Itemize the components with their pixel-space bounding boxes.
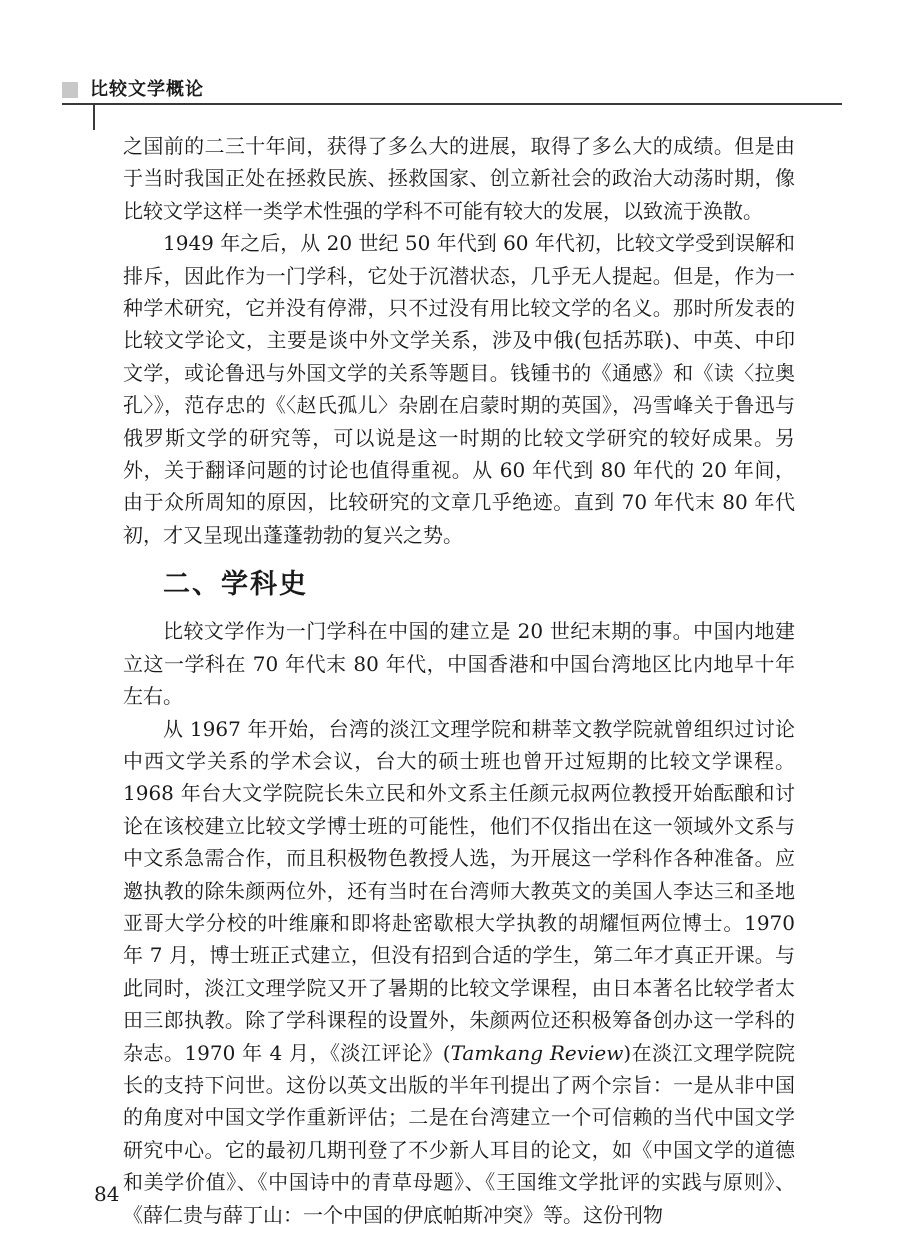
page-body <box>123 130 795 1231</box>
journal-english-title: Tamkang Review <box>450 1040 624 1065</box>
paragraph-4-text-a: 从 1967 年开始，台湾的淡江文理学院和耕莘文教学院就曾组织过讨论中西文学关系的学术会议，台大的硕士班也曾开过短期的比较文学课程。1968 年台大文学院院长朱立民和外文系主任颜元叔两位教授开始酝酿和讨论在该校建立比较文学博士班的可能性，他们不仅指出在这一领域外文系与中文系急需合作，而且积极物色教授人选，为开展这一学科作各种准备。应邀执教的除朱颜两位外，还有当时在台湾师大教英文的美国人李达三和圣地亚哥大学分校的叶维廉和即将赴密歇根大学执教的胡耀恒两位博士。1970 年 7 月，博士班正式建立，但没有招到合适的学生，第二年才真正开课。与此同时，淡江文理学院又开了暑期的比较文学课程，由日本著名比较学者太田三郎执教。除了学科课程的设置外，朱颜两位还积极筹备创办这一学科的杂志。1970 年 4 月，《淡江评论》( <box>123 716 795 1065</box>
header-rule <box>62 103 842 105</box>
paragraph-4-text-b: )在淡江文理学院院长的支持下问世。这份以英文出版的半年刊提出了两个宗旨：一是从非中国的角度对中国文学作重新评估；二是在台湾建立一个可信赖的当代中国文学研究中心。它的最初几期刊登了不少新人耳目的论文，如《中国文学的道德和美学价值》、《中国诗中的青草母题》、《王国维文学批评的实践与原则》、《薛仁贵与薛丁山：一个中国的伊底帕斯冲突》等。这份刊物 <box>123 1040 795 1227</box>
paragraph-1: 之国前的二三十年间，获得了多么大的进展，取得了多么大的成绩。但是由于当时我国正处在拯救民族、拯救国家、创立新社会的政治大动荡时期，像比较文学这样一类学术性强的学科不可能有较大的发展，以致流于涣散。 <box>123 134 795 223</box>
running-header <box>62 76 842 104</box>
section-heading: 二、学科史 <box>163 569 308 601</box>
running-title: 比较文学概论 <box>90 79 204 100</box>
paragraph-3: 比较文学作为一门学科在中国的建立是 20 世纪末期的事。中国内地建立这一学科在 70 年代末 80 年代，中国香港和中国台湾地区比内地早十年左右。 <box>123 619 795 709</box>
paragraph-4 <box>123 713 795 1232</box>
header-square-mark <box>62 82 78 98</box>
page-number: 84 <box>94 1182 120 1206</box>
header-vertical-tick <box>93 104 95 130</box>
paragraph-2: 1949 年之后，从 20 世纪 50 年代到 60 年代初，比较文学受到误解和排斥，因此作为一门学科，它处于沉潜状态，几乎无人提起。但是，作为一种学术研究，它并没有停滞，只不过没有用比较文学的名义。那时所发表的比较文学论文，主要是谈中外文学关系，涉及中俄(包括苏联)、中英、中印文学，或论鲁迅与外国文学的关系等题目。钱锺书的《通感》和《读〈拉奥孔〉》，范存忠的《〈赵氏孤儿〉杂剧在启蒙时期的英国》，冯雪峰关于鲁迅与俄罗斯文学的研究等，可以说是这一时期的比较文学研究的较好成果。另外，关于翻译问题的讨论也值得重视。从 60 年代到 80 年代的 20 年间，由于众所周知的原因，比较研究的文章几乎绝迹。直到 70 年代末 80 年代初，才又呈现出蓬蓬勃勃的复兴之势。 <box>123 231 795 547</box>
